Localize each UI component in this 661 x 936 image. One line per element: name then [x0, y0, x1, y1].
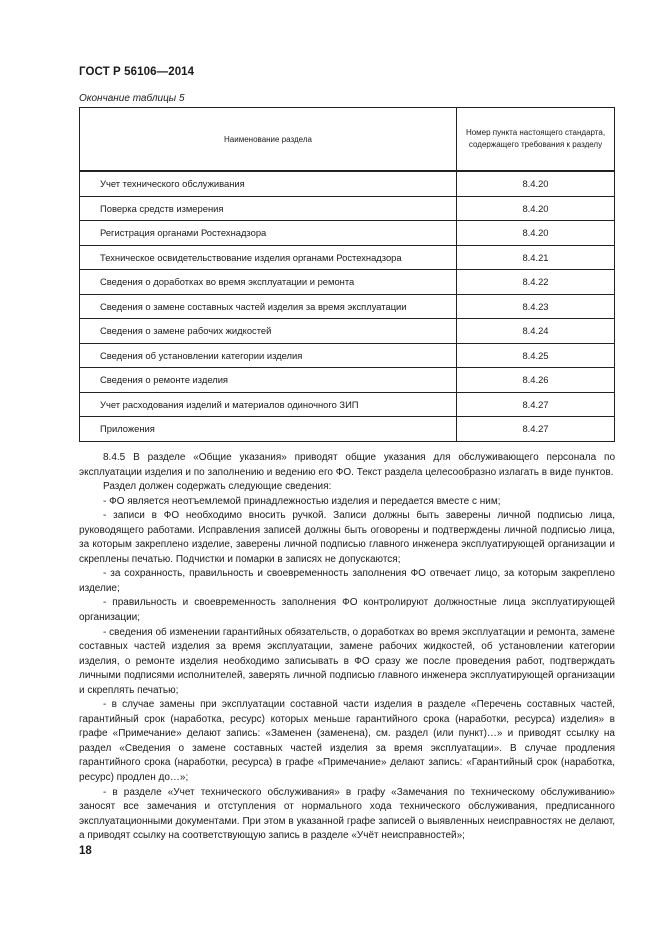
- table-row: [80, 196, 615, 221]
- section-name-cell: Сведения о замене рабочих жидкостей: [80, 319, 457, 344]
- section-name-cell: Сведения о доработках во время эксплуатации и ремонта: [80, 270, 457, 295]
- clause-number-cell: 8.4.20: [457, 221, 615, 246]
- list-item: - записи в ФО необходимо вносить ручкой. Записи должны быть заверены личной подписью лица, руководящего работами. Исправления записей должны быть оговорены и подтверждены личной подписью лица, за которым закреплено изделие, заверены личной подписью главного инженера эксплуатирующей организации и скреплены печатью. Подчистки и помарки в записях не допускаются;: [79, 510, 615, 565]
- section-name-cell: Сведения об установлении категории изделия: [80, 343, 457, 368]
- clause-number-cell: 8.4.20: [457, 171, 615, 196]
- document-header: ГОСТ Р 56106—2014: [79, 66, 195, 78]
- list-item: - в разделе «Учет технического обслуживания» в графу «Замечания по техническому обслуживанию» заносят все замечания и отступления от нормального хода технического обслуживания, предписанного эксплуатационными документами. При этом в указанной графе записей о выявленных неисправностях не делают, а приводят ссылку на соответствующую запись в разделе «Учёт неисправностей»;: [79, 786, 615, 842]
- table-row: [80, 245, 615, 270]
- table-body: [80, 171, 615, 441]
- table-row: [80, 368, 615, 393]
- clause-number-cell: 8.4.26: [457, 368, 615, 393]
- clause-number-cell: 8.4.22: [457, 270, 615, 295]
- clause-number-cell: 8.4.24: [457, 319, 615, 344]
- list-item: - правильность и своевременность заполнения ФО контролируют должностные лица эксплуатирующей организации;: [79, 597, 615, 624]
- table-header-row: [80, 108, 615, 172]
- list-item: - в случае замены при эксплуатации составной части изделия в разделе «Перечень составных частей, гарантийный срок (наработка, ресурс) которых меньше гарантийного срока (наработки, ресурса) изделия» в графе «Примечание» делают запись: «Заменен (заменена), см. раздел (или пункт)…» и приводят ссылку на раздел «Сведения о замене составных частей изделия за время эксплуатации». В случае продления гарантийного срока (наработки, ресурса) в графе «Примечание» делают запись: «Гарантийный срок (наработка, ресурс) продлен до…»;: [79, 699, 615, 784]
- list-item: - ФО является неотъемлемой принадлежностью изделия и передается вместе с ним;: [103, 495, 501, 507]
- sections-table: [79, 107, 615, 442]
- table-row: [80, 270, 615, 295]
- section-name-cell: Сведения о замене составных частей изделия за время эксплуатации: [80, 294, 457, 319]
- clause-number-cell: 8.4.20: [457, 196, 615, 221]
- table-caption: Окончание таблицы 5: [79, 93, 185, 104]
- clause-number-cell: 8.4.23: [457, 294, 615, 319]
- paragraph-8-4-5: 8.4.5 В разделе «Общие указания» приводят общие указания для обслуживающего персонала по эксплуатации изделия и по заполнению и ведению его ФО. Текст раздела целесообразно излагать в виде пунктов.: [79, 452, 615, 478]
- column-header-clause-number: Номер пункта настоящего стандарта, содержащего требования к разделу: [457, 108, 615, 172]
- paragraph: Раздел должен содержать следующие сведения:: [103, 481, 332, 493]
- clause-number-cell: 8.4.21: [457, 245, 615, 270]
- table-row: [80, 343, 615, 368]
- section-name-cell: Поверка средств измерения: [80, 196, 457, 221]
- table-row: [80, 417, 615, 442]
- list-item: - сведения об изменении гарантийных обязательств, о доработках во время эксплуатации и ремонта, замене составных частей изделия за время эксплуатации, замене рабочих жидкостей, об установлении категории изделия, о ремонте изделия необходимо записывать в ФО сразу же после проведения работ, подтверждать личными подписями исполнителей, заверять личной подписью главного инженера эксплуатирующей организации и скреплять печатью;: [79, 626, 615, 696]
- table-row: [80, 221, 615, 246]
- section-name-cell: Учет расходования изделий и материалов одиночного ЗИП: [80, 392, 457, 417]
- table-row: [80, 319, 615, 344]
- clause-number-cell: 8.4.27: [457, 417, 615, 442]
- list-item: - за сохранность, правильность и своевременность заполнения ФО отвечает лицо, за которым закреплено изделие;: [79, 568, 615, 594]
- clause-number-cell: 8.4.27: [457, 392, 615, 417]
- table-row: [80, 392, 615, 417]
- column-header-section-name: Наименование раздела: [80, 108, 457, 172]
- table-row: [80, 294, 615, 319]
- section-name-cell: Техническое освидетельствование изделия органами Ростехнадзора: [80, 245, 457, 270]
- clause-number-cell: 8.4.25: [457, 343, 615, 368]
- section-name-cell: Приложения: [80, 417, 457, 442]
- section-name-cell: Регистрация органами Ростехнадзора: [80, 221, 457, 246]
- body-text: [79, 451, 615, 844]
- section-name-cell: Сведения о ремонте изделия: [80, 368, 457, 393]
- table-row: [80, 171, 615, 196]
- page-number: 18: [79, 845, 92, 857]
- section-name-cell: Учет технического обслуживания: [80, 171, 457, 196]
